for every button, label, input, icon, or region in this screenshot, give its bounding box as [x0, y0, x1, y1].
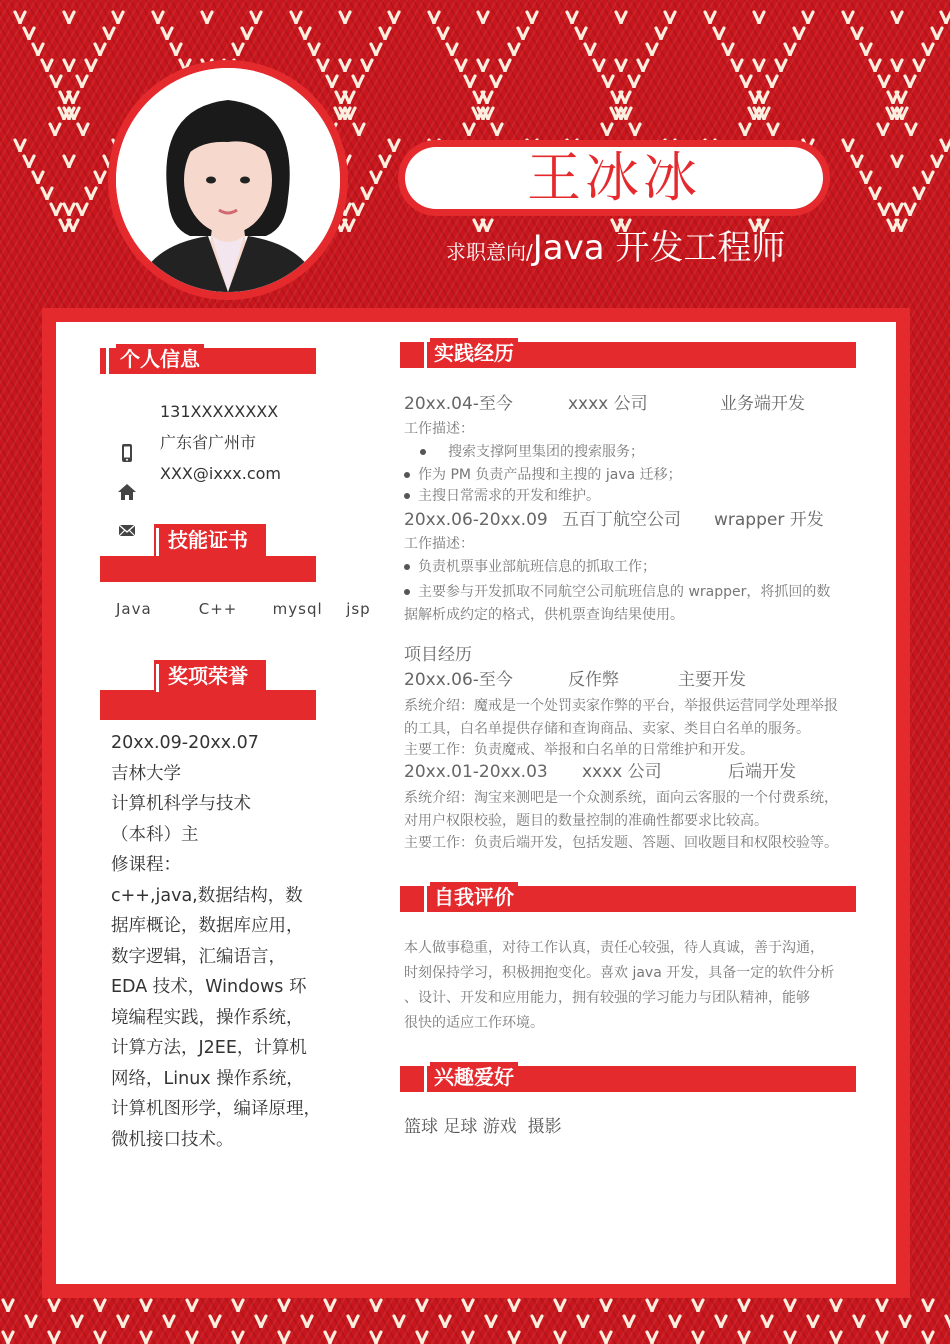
knit-stitch [630, 124, 640, 136]
edu-line: c++,java,数据结构，数 [111, 885, 303, 906]
bullet-dot [404, 564, 410, 570]
knit-stitch [325, 1332, 335, 1344]
knit-stitch [242, 28, 252, 40]
job-intent-title: Java 开发工程师 [532, 228, 786, 268]
knit-stitch [463, 1332, 473, 1344]
knit-stitch [932, 156, 942, 168]
knit-stitch [24, 28, 34, 40]
knit-stitch [892, 12, 902, 24]
knit-stitch [24, 156, 34, 168]
skills-header-bar [100, 556, 316, 582]
knit-stitch [594, 60, 604, 72]
knit-stitch [417, 1332, 427, 1344]
knit-stitch [371, 1332, 381, 1344]
knit-stitch [482, 92, 492, 104]
knit-stitch [603, 76, 613, 88]
knit-stitch [171, 44, 181, 56]
proj2-role: 后端开发 [728, 762, 796, 782]
knit-stitch [879, 76, 889, 88]
knit-stitch [941, 140, 950, 152]
knit-stitch [843, 140, 853, 152]
knit-stitch [353, 76, 363, 88]
candidate-name: 王冰冰 [527, 146, 701, 209]
proj2-intro: 系统介绍：淘宝来测吧是一个众测系统，面向云客服的一个付费系统， [404, 790, 838, 806]
bullet-dot [404, 472, 410, 478]
personal-info-title: 个人信息 [116, 344, 204, 374]
knit-stitch [64, 60, 74, 72]
knit-stitch [233, 44, 243, 56]
knit-stitch [647, 1332, 657, 1344]
knit-stitch [354, 124, 364, 136]
header-stripe [106, 348, 109, 374]
phone-number: 131XXXXXXXX [160, 402, 279, 421]
knit-stitch [256, 1316, 266, 1328]
knit-stitch [95, 1300, 105, 1312]
job1-label: 工作描述： [404, 421, 474, 437]
knit-stitch [716, 1316, 726, 1328]
knit-stitch [164, 1316, 174, 1328]
knit-stitch [705, 12, 715, 24]
hobbies-title: 兴趣爱好 [430, 1062, 518, 1092]
proj1-intro: 系统介绍：魔戒是一个处罚卖家作弊的平台，举报供运营同学处理举报 [404, 698, 838, 714]
edu-line: 20xx.09-20xx.07 [111, 733, 259, 753]
self-eval-text [404, 936, 872, 1036]
edu-line: 据库概论，数据库应用， [111, 916, 304, 936]
job2-date: 20xx.06-20xx.09 [404, 510, 548, 530]
knit-stitch [362, 188, 372, 200]
proj1-name: 反作弊 [568, 670, 619, 690]
knit-stitch [380, 28, 390, 40]
hobbies-text: 篮球 足球 游戏 摄影 [404, 1117, 562, 1137]
knit-stitch [693, 1332, 703, 1344]
knit-stitch [389, 140, 399, 152]
knit-stitch [905, 76, 915, 88]
knit-stitch [491, 76, 501, 88]
proj1-work: 主要工作：负责魔戒、举报和白名单的日常维护和开发。 [404, 742, 754, 758]
knit-stitch [233, 1332, 243, 1344]
job1-bullet [404, 485, 870, 508]
edu-line: 网络，Linux 操作系统， [111, 1068, 304, 1089]
job2-row [404, 508, 870, 532]
knit-stitch [693, 1300, 703, 1312]
knit-stitch [785, 44, 795, 56]
edu-line: 计算机图形学，编译原理， [111, 1099, 321, 1119]
knit-stitch [389, 12, 399, 24]
name-banner-inner [405, 147, 823, 209]
knit-stitch [95, 1332, 105, 1344]
knit-stitch [327, 76, 337, 88]
knit-stitch [854, 1316, 864, 1328]
knit-stitch [362, 60, 372, 72]
practice-title: 实践经历 [430, 338, 518, 368]
knit-stitch [923, 172, 933, 184]
knit-stitch [714, 28, 724, 40]
knit-stitch [739, 1300, 749, 1312]
knit-stitch [831, 1332, 841, 1344]
knit-stitch [340, 12, 350, 24]
knit-stitch [64, 12, 74, 24]
knit-stitch [892, 156, 902, 168]
job1-bullet-text: 作为 PM 负责产品搜和主搜的 java 迁移； [418, 467, 682, 483]
knit-stitch [279, 1300, 289, 1312]
knit-stitch [624, 1316, 634, 1328]
knit-stitch [492, 124, 502, 136]
bullet-dot [404, 589, 410, 595]
hobbies-header-stripe [424, 1066, 427, 1092]
home-icon [117, 482, 137, 502]
knit-stitch [647, 1300, 657, 1312]
knit-stitch [33, 172, 43, 184]
knit-stitch [86, 60, 96, 72]
knit-stitch [808, 1316, 818, 1328]
knit-stitch [104, 28, 114, 40]
proj1-role: 主要开发 [678, 670, 746, 690]
skills-header [100, 524, 316, 586]
knit-stitch [741, 76, 751, 88]
knit-stitch [42, 188, 52, 200]
proj2-intro-cont: 对用户权限校验，题目的数量控制的准确性都要求比较高。 [404, 813, 768, 829]
knit-stitch [478, 60, 488, 72]
knit-stitch [739, 1332, 749, 1344]
practice-header [400, 338, 856, 368]
knit-stitch [118, 1316, 128, 1328]
proj1-intro-cont: 的工具，白名单提供存储和查询商品、卖家、类目白名单的服务。 [404, 721, 810, 737]
knit-stitch [923, 1332, 933, 1344]
knit-stitch [141, 1300, 151, 1312]
knit-stitch [26, 1316, 36, 1328]
knit-stitch [647, 44, 657, 56]
self-eval-line: 时刻保持学习，积极拥抱变化。喜欢 java 开发，具备一定的软件分析 [404, 965, 835, 981]
knit-stitch [932, 28, 942, 40]
knit-stitch [353, 204, 363, 216]
job2-label: 工作描述： [404, 536, 474, 552]
knit-stitch [532, 1316, 542, 1328]
knit-stitch [616, 12, 626, 24]
knit-stitch [64, 204, 74, 216]
knit-stitch [555, 1332, 565, 1344]
skills-header-stripe [156, 528, 159, 556]
job1-row [404, 392, 870, 416]
knit-stitch [86, 188, 96, 200]
knit-stitch [141, 1332, 151, 1344]
proj2-name: xxxx 公司 [582, 762, 662, 782]
awards-header-stripe [156, 664, 159, 692]
knit-stitch [576, 28, 586, 40]
knit-stitch [291, 12, 301, 24]
knit-stitch [153, 12, 163, 24]
knit-stitch [567, 12, 577, 24]
knit-stitch [601, 1332, 611, 1344]
knit-stitch [113, 12, 123, 24]
knit-stitch [78, 124, 88, 136]
knit-stitch [438, 28, 448, 40]
knit-stitch [670, 1316, 680, 1328]
knit-stitch [68, 92, 78, 104]
knit-stitch [768, 124, 778, 136]
knit-stitch [754, 60, 764, 72]
knit-stitch [870, 188, 880, 200]
person-avatar-icon [116, 68, 340, 292]
profile-photo [116, 68, 340, 292]
awards-title: 奖项荣誉 [168, 664, 248, 688]
job1-bullet-text: 主搜日常需求的开发和维护。 [418, 488, 600, 504]
project-title: 项目经历 [404, 645, 472, 665]
knit-stitch [49, 1332, 59, 1344]
knit-stitch [900, 1316, 910, 1328]
edu-line: 微机接口技术。 [111, 1129, 234, 1150]
knit-stitch [555, 1300, 565, 1312]
knit-stitch [233, 1300, 243, 1312]
edu-line: 修课程： [111, 855, 181, 875]
knit-stitch [279, 1332, 289, 1344]
knit-stitch [33, 44, 43, 56]
knit-stitch [831, 1300, 841, 1312]
self-eval-header [400, 882, 856, 912]
knit-stitch [486, 1316, 496, 1328]
knit-stitch [877, 1332, 887, 1344]
knit-stitch [754, 12, 764, 24]
job1-company: xxxx 公司 [568, 394, 648, 414]
personal-info-header [100, 344, 316, 374]
knit-stitch [602, 124, 612, 136]
knit-stitch [861, 44, 871, 56]
email: XXX@ixxx.com [160, 464, 281, 483]
knit-stitch [300, 28, 310, 40]
knit-stitch [447, 44, 457, 56]
edu-line: EDA 技术，Windows 环 [111, 977, 307, 997]
practice-header-stripe [424, 342, 427, 368]
job1-role: 业务端开发 [720, 394, 805, 414]
knit-stitch [77, 204, 87, 216]
knit-stitch [42, 60, 52, 72]
knit-stitch [892, 204, 902, 216]
edu-line: （本科）主 [111, 824, 199, 845]
knit-stitch [187, 1332, 197, 1344]
knit-stitch [95, 172, 105, 184]
knit-stitch [527, 12, 537, 24]
knit-stitch [861, 172, 871, 184]
knit-stitch [72, 1316, 82, 1328]
knit-stitch [202, 12, 212, 24]
knit-stitch [914, 188, 924, 200]
knit-stitch [843, 12, 853, 24]
knit-stitch [50, 124, 60, 136]
knit-stitch [162, 28, 172, 40]
job2-role: wrapper 开发 [714, 510, 824, 530]
knit-stitch [656, 28, 666, 40]
job1-bullet-text: 搜索支撑阿里集团的搜索服务； [448, 444, 644, 460]
knit-stitch [3, 1332, 13, 1344]
knit-stitch [923, 1300, 933, 1312]
knit-stitch [417, 1300, 427, 1312]
knit-stitch [758, 92, 768, 104]
knit-stitch [371, 1300, 381, 1312]
knit-stitch [509, 44, 519, 56]
phone-icon [117, 443, 137, 463]
knit-stitch [638, 60, 648, 72]
proj1-date: 20xx.06-至今 [404, 670, 513, 690]
knit-stitch [616, 60, 626, 72]
proj1-row [404, 668, 870, 692]
edu-line: 吉林大学 [111, 763, 181, 784]
knit-stitch [892, 60, 902, 72]
education-block [111, 728, 326, 1155]
job1-bullet [404, 464, 870, 487]
knit-stitch [906, 124, 916, 136]
proj2-work: 主要工作：负责后端开发，包括发题、答题、回收题目和权限校验等。 [404, 835, 838, 851]
knit-stitch [429, 12, 439, 24]
knit-stitch [878, 124, 888, 136]
knit-stitch [941, 12, 950, 24]
knit-stitch [896, 220, 906, 232]
knit-stitch [64, 156, 74, 168]
knit-stitch [740, 124, 750, 136]
job1-date: 20xx.04-至今 [404, 394, 513, 414]
knit-stitch [578, 1316, 588, 1328]
knit-stitch [723, 44, 733, 56]
knit-stitch [465, 76, 475, 88]
knit-stitch [463, 1300, 473, 1312]
edu-line: 计算机科学与技术 [111, 794, 251, 814]
knit-stitch [601, 1300, 611, 1312]
knit-stitch [340, 60, 350, 72]
knit-stitch [348, 1316, 358, 1328]
name-banner [398, 140, 830, 216]
knit-stitch [896, 92, 906, 104]
bullet-dot [404, 493, 410, 499]
knit-stitch [762, 1316, 772, 1328]
address: 广东省广州市 [160, 433, 257, 452]
knit-stitch [732, 60, 742, 72]
job1-bullet [420, 441, 886, 464]
self-eval-line: 、设计、开发和应用能力，拥有较强的学习能力与团队精神，能够 [404, 990, 810, 1006]
knit-stitch [344, 92, 354, 104]
knit-stitch [440, 1316, 450, 1328]
knit-stitch [509, 1332, 519, 1344]
proj2-row [404, 760, 870, 784]
knit-stitch [464, 124, 474, 136]
skills-title: 技能证书 [168, 528, 248, 552]
bullet-dot [420, 449, 426, 455]
awards-header [100, 660, 316, 722]
edu-line: 数字逻辑，汇编语言， [111, 946, 286, 967]
knit-stitch [767, 76, 777, 88]
knit-stitch [785, 1300, 795, 1312]
knit-stitch [852, 156, 862, 168]
knit-stitch [51, 76, 61, 88]
knit-stitch [49, 1300, 59, 1312]
job-intent [446, 228, 785, 269]
knit-stitch [3, 1300, 13, 1312]
knit-stitch [629, 76, 639, 88]
knit-stitch [914, 60, 924, 72]
self-eval-line: 很快的适应工作环境。 [404, 1015, 544, 1031]
job-intent-prefix: 求职意向/ [446, 240, 533, 264]
knit-stitch [68, 220, 78, 232]
knit-stitch [210, 1316, 220, 1328]
knit-stitch [478, 12, 488, 24]
knit-stitch [879, 204, 889, 216]
knit-stitch [187, 1300, 197, 1312]
knit-stitch [302, 1316, 312, 1328]
job2-bullet [404, 556, 870, 579]
knit-stitch [456, 60, 466, 72]
knit-stitch [776, 60, 786, 72]
job2-bullet-cont: 据解析成约定的格式，供机票查询结果使用。 [404, 607, 684, 623]
knit-stitch [15, 140, 25, 152]
knit-stitch [518, 28, 528, 40]
knit-stitch [794, 28, 804, 40]
knit-stitch [877, 1300, 887, 1312]
knit-stitch [946, 1316, 950, 1328]
knit-stitch [344, 220, 354, 232]
job2-bullet-text: 主要参与开发抓取不同航空公司航班信息的 wrapper，将抓回的数 [418, 584, 831, 600]
knit-stitch [585, 44, 595, 56]
knit-stitch [77, 76, 87, 88]
self-eval-title: 自我评价 [430, 882, 518, 912]
knit-stitch [309, 44, 319, 56]
knit-stitch [620, 92, 630, 104]
job2-bullet-text: 负责机票事业部航班信息的抓取工作； [418, 559, 656, 575]
awards-header-bar [100, 690, 316, 720]
job2-company: 五百丁航空公司 [562, 510, 681, 530]
hobbies-header [400, 1062, 856, 1092]
knit-stitch [15, 12, 25, 24]
knit-stitch [371, 44, 381, 56]
knit-stitch [325, 1300, 335, 1312]
job2-bullet [404, 581, 870, 604]
knit-stitch [905, 204, 915, 216]
self-eval-line: 本人做事稳重，对待工作认真，责任心较强，待人真诚，善于沟通， [404, 940, 824, 956]
self-eval-header-stripe [424, 886, 427, 912]
knit-stitch [500, 60, 510, 72]
knit-stitch [394, 1316, 404, 1328]
knit-stitch [318, 60, 328, 72]
edu-line: 境编程实践，操作系统， [111, 1007, 304, 1028]
knit-stitch [785, 1332, 795, 1344]
knit-stitch [665, 12, 675, 24]
knit-stitch [870, 60, 880, 72]
knit-stitch [371, 172, 381, 184]
knit-stitch [251, 12, 261, 24]
knit-stitch [923, 44, 933, 56]
knit-stitch [95, 44, 105, 56]
profile-photo-frame [108, 60, 348, 300]
knit-stitch [852, 28, 862, 40]
skills-list: Java C++ mysql jsp [116, 600, 371, 618]
knit-stitch [51, 204, 61, 216]
proj2-date: 20xx.01-20xx.03 [404, 762, 548, 782]
knit-stitch [380, 156, 390, 168]
knit-stitch [803, 12, 813, 24]
knit-stitch [509, 1300, 519, 1312]
edu-line: 计算方法，J2EE，计算机 [111, 1038, 307, 1058]
